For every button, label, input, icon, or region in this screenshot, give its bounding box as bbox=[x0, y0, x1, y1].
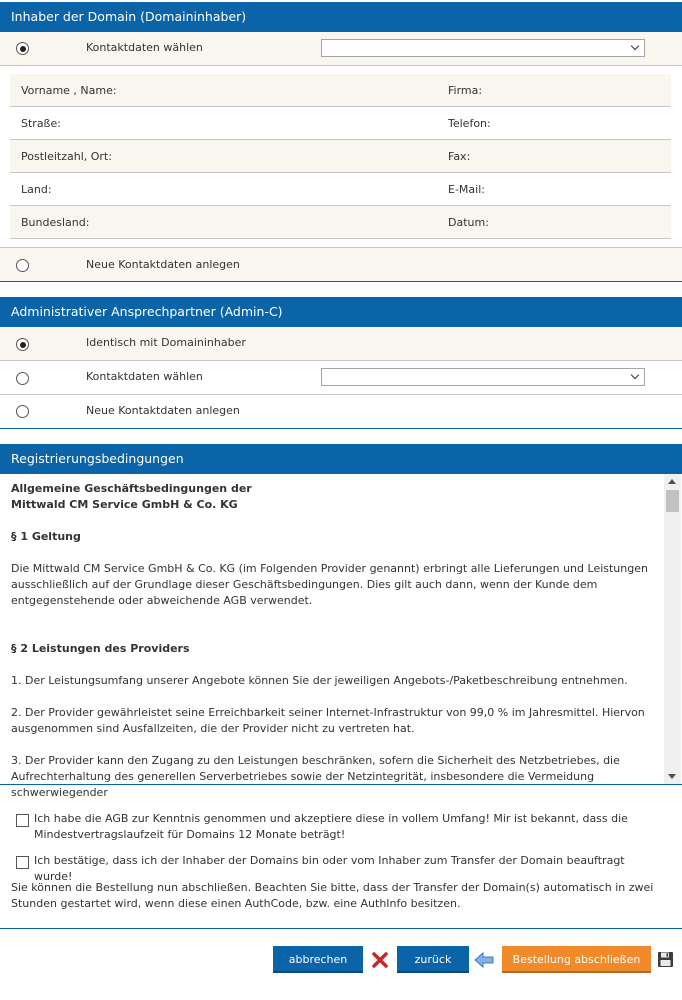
agb-accept-checkbox[interactable] bbox=[16, 814, 29, 827]
section-divider bbox=[0, 928, 682, 929]
terms-section-title: Registrierungsbedingungen bbox=[11, 451, 184, 466]
admin-identical-radio[interactable] bbox=[16, 338, 29, 351]
admin-identical-label: Identisch mit Domaininhaber bbox=[86, 336, 246, 349]
floppy-disk-icon[interactable] bbox=[657, 951, 674, 968]
admin-contact-select[interactable] bbox=[321, 368, 645, 386]
owner-confirm-checkbox[interactable] bbox=[16, 856, 29, 869]
section-divider bbox=[0, 281, 682, 282]
scroll-up-icon[interactable] bbox=[668, 479, 676, 484]
section-divider bbox=[0, 428, 682, 429]
date-label: Datum: bbox=[448, 216, 489, 229]
zip-city-label: Postleitzahl, Ort: bbox=[21, 150, 112, 163]
admin-new-contact-row[interactable] bbox=[0, 395, 682, 428]
terms-section2-p3: 3. Der Provider kann den Zugang zu den Leistungen beschränken, sofern die Sicherheit des Netzbetriebes, die Aufrechterhaltung des generellen Serverbetriebes sowie der Netzintegrität, insbesondere die Vermeidung schwerwiegender bbox=[11, 754, 620, 799]
email-label: E-Mail: bbox=[448, 183, 485, 196]
agb-accept-label: Ich habe die AGB zur Kenntnis genommen und akzeptiere diese in vollem Umfang! Mir ist bekannt, dass die Mindestvertragslaufzeit für Domains 12 Monate beträgt! bbox=[34, 812, 628, 841]
terms-section1-text: Die Mittwald CM Service GmbH & Co. KG (im Folgenden Provider genannt) erbringt alle Lieferungen und Leistungen ausschließlich auf der Grundlage dieser Geschäftsbedingungen. Dies gilt auch dann, wenn der Kunde dem entgegenstehende oder abweichende AGB verwendet. bbox=[11, 562, 648, 607]
owner-section-header bbox=[0, 2, 682, 32]
owner-info-row bbox=[10, 107, 671, 140]
terms-heading-line2: Mittwald CM Service GmbH & Co. KG bbox=[11, 498, 238, 511]
divider bbox=[0, 65, 682, 66]
red-x-icon[interactable] bbox=[371, 951, 389, 969]
owner-new-contact-row[interactable] bbox=[0, 248, 682, 281]
owner-contact-select[interactable] bbox=[321, 39, 645, 57]
terms-content bbox=[11, 481, 651, 801]
owner-choose-contact-radio[interactable] bbox=[16, 42, 29, 55]
scrollbar-thumb[interactable] bbox=[666, 490, 679, 512]
owner-info-row bbox=[10, 173, 671, 206]
owner-choose-contact-label: Kontaktdaten wählen bbox=[86, 41, 203, 54]
owner-choose-contact-row[interactable] bbox=[0, 32, 682, 65]
admin-section-title: Administrativer Ansprechpartner (Admin-C) bbox=[11, 304, 283, 319]
owner-new-contact-label: Neue Kontaktdaten anlegen bbox=[86, 258, 240, 271]
terms-section2-title: § 2 Leistungen des Providers bbox=[11, 642, 190, 655]
owner-new-contact-radio[interactable] bbox=[16, 259, 29, 272]
finish-order-button[interactable]: Bestellung abschließen bbox=[502, 946, 651, 973]
terms-heading-line1: Allgemeine Geschäftsbedingungen der bbox=[11, 482, 252, 495]
chevron-down-icon bbox=[631, 42, 639, 50]
terms-scrollbar[interactable] bbox=[664, 474, 681, 784]
chevron-down-icon bbox=[631, 371, 639, 379]
terms-scroll-area[interactable] bbox=[0, 474, 682, 799]
company-label: Firma: bbox=[448, 84, 483, 97]
divider bbox=[10, 238, 671, 239]
owner-info-row bbox=[10, 74, 671, 107]
state-label: Bundesland: bbox=[21, 216, 90, 229]
cancel-button[interactable]: abbrechen bbox=[273, 946, 363, 973]
order-notice: Sie können die Bestellung nun abschließen. Beachten Sie bitte, dass der Transfer der Domain(s) automatisch in zwei Stunden gestartet wird, wenn diese einen AuthCode, bzw. eine AuthInfo besitzen. bbox=[11, 881, 654, 910]
street-label: Straße: bbox=[21, 117, 61, 130]
admin-identical-row[interactable] bbox=[0, 327, 682, 360]
owner-confirm-label: Ich bestätige, dass ich der Inhaber der Domains bin oder vom Inhaber zum Transfer der Domain beauftragt wurde! bbox=[34, 854, 625, 883]
terms-section-header bbox=[0, 444, 682, 474]
blue-arrow-left-icon[interactable] bbox=[474, 951, 494, 969]
admin-new-contact-radio[interactable] bbox=[16, 405, 29, 418]
back-button[interactable]: zurück bbox=[397, 946, 469, 973]
terms-section2-p2: 2. Der Provider gewährleistet seine Erreichbarkeit seiner Internet-Infrastruktur von 99,0 % im Jahresmittel. Hiervon ausgenommen sind Ausfallzeiten, die der Provider nicht zu vertreten hat. bbox=[11, 706, 645, 735]
admin-new-contact-label: Neue Kontaktdaten anlegen bbox=[86, 404, 240, 417]
phone-label: Telefon: bbox=[448, 117, 491, 130]
admin-choose-contact-label: Kontaktdaten wählen bbox=[86, 370, 203, 383]
fax-label: Fax: bbox=[448, 150, 471, 163]
owner-info-row bbox=[10, 206, 671, 239]
admin-choose-contact-row[interactable] bbox=[0, 361, 682, 394]
admin-section-header bbox=[0, 297, 682, 327]
section-divider bbox=[0, 784, 682, 785]
owner-info-row bbox=[10, 140, 671, 173]
name-label: Vorname , Name: bbox=[21, 84, 117, 97]
terms-section1-title: § 1 Geltung bbox=[11, 530, 81, 543]
terms-section2-p1: 1. Der Leistungsumfang unserer Angebote können Sie der jeweiligen Angebots-/Paketbeschreibung entnehmen. bbox=[11, 674, 628, 687]
admin-choose-contact-radio[interactable] bbox=[16, 372, 29, 385]
owner-section-title: Inhaber der Domain (Domaininhaber) bbox=[11, 9, 247, 24]
scroll-down-icon[interactable] bbox=[668, 774, 676, 779]
country-label: Land: bbox=[21, 183, 52, 196]
